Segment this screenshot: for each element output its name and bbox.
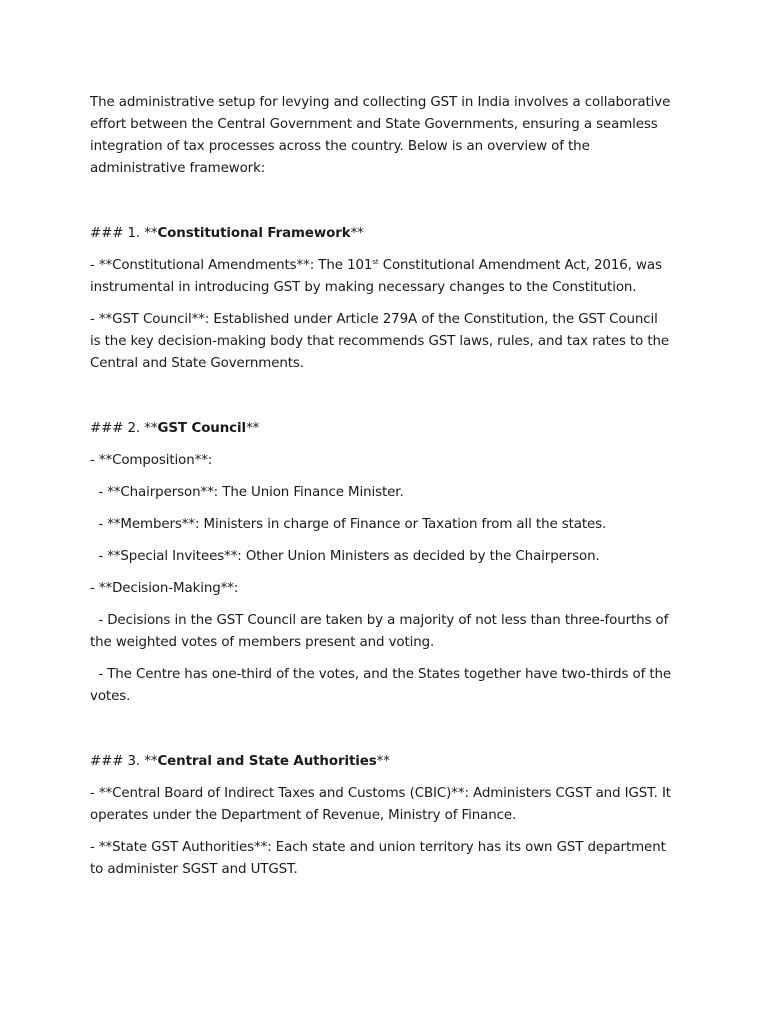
intro-paragraph: The administrative setup for levying and collecting GST in India involves a collaborative effort between the Central Government and State Governments, ensuring a seamless integration of tax processes across the country. Below is an overview of the administrative framework: bbox=[90, 95, 671, 176]
majority-item: - Decisions in the GST Council are taken by a majority of not less than three-fourths of the weighted votes of members present and voting. bbox=[90, 613, 673, 650]
heading-title: GST Council bbox=[157, 421, 246, 436]
ordinal-superscript: st bbox=[372, 258, 379, 266]
heading-prefix: ### 2. ** bbox=[90, 421, 158, 436]
heading-suffix: ** bbox=[246, 421, 260, 436]
special-invitees-item: - **Special Invitees**: Other Union Ministers as decided by the Chairperson. bbox=[90, 549, 600, 564]
cbic-item: - **Central Board of Indirect Taxes and Customs (CBIC)**: Administers CGST and IGST. It operates under the Department of Revenue, Ministry of Finance. bbox=[90, 786, 671, 823]
heading-suffix: ** bbox=[350, 226, 364, 241]
state-gst-authorities-item: - **State GST Authorities**: Each state and union territory has its own GST department to administer SGST and UTGST. bbox=[90, 840, 666, 877]
heading-title: Central and State Authorities bbox=[157, 754, 377, 769]
votes-item: - The Centre has one-third of the votes, and the States together have two-thirds of the votes. bbox=[90, 667, 676, 704]
heading-prefix: ### 1. ** bbox=[90, 226, 158, 241]
heading-prefix: ### 3. ** bbox=[90, 754, 158, 769]
section-heading-2 bbox=[90, 418, 672, 440]
composition-item: - **Composition**: bbox=[90, 453, 213, 468]
section-heading-1 bbox=[90, 223, 672, 245]
item-text: - **Constitutional Amendments**: The 101 bbox=[90, 258, 373, 273]
chairperson-item: - **Chairperson**: The Union Finance Minister. bbox=[90, 485, 404, 500]
section-heading-3 bbox=[90, 751, 672, 773]
constitutional-amendments-item bbox=[90, 255, 672, 299]
item-text-continued: Constitutional Amendment Act, 2016, was instrumental in introducing GST by making necessary changes to the Constitution. bbox=[90, 258, 662, 295]
gst-council-item: - **GST Council**: Established under Article 279A of the Constitution, the GST Council is the key decision-making body that recommends GST laws, rules, and tax rates to the Central and State Governments. bbox=[90, 312, 670, 371]
members-item: - **Members**: Ministers in charge of Finance or Taxation from all the states. bbox=[90, 517, 607, 532]
document-page bbox=[90, 92, 676, 891]
decision-making-item: - **Decision-Making**: bbox=[90, 581, 239, 596]
heading-suffix: ** bbox=[376, 754, 390, 769]
heading-title: Constitutional Framework bbox=[157, 226, 351, 241]
